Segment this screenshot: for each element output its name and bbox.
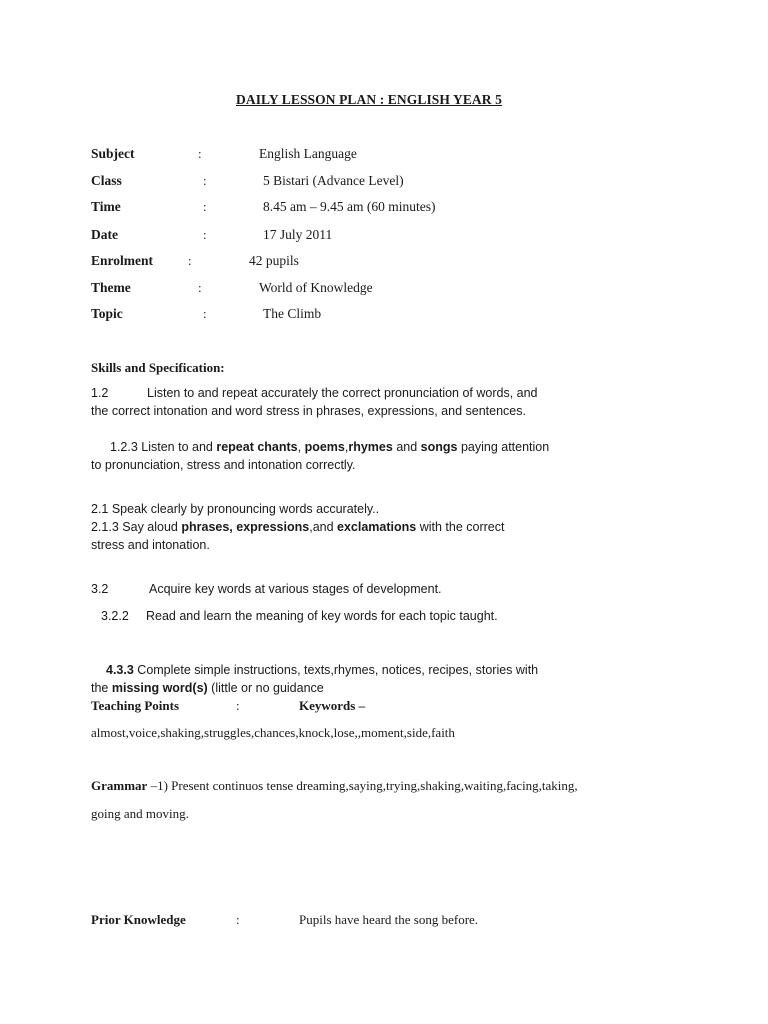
keywords-label: Keywords – (299, 698, 366, 713)
skill-2-1-3: 2.1.3 Say aloud phrases, expressions,and exclamations with the correct (91, 520, 505, 534)
colon: : (236, 698, 240, 713)
time-value: 8.45 am – 9.45 am (60 minutes) (263, 199, 436, 214)
topic-value: The Climb (263, 306, 322, 321)
page-title: DAILY LESSON PLAN : ENGLISH YEAR 5 (236, 92, 502, 107)
skill-4-3-3: 4.3.3 Complete simple instructions, texts,rhymes, notices, recipes, stories with (106, 663, 539, 677)
colon: : (203, 306, 207, 321)
grammar-line: Grammar –1) Present continuos tense dreaming,saying,trying,shaking,waiting,facing,taking, (91, 778, 578, 793)
class-value: 5 Bistari (Advance Level) (263, 173, 404, 188)
skill-1-2-3-cont: to pronunciation, stress and intonation correctly. (91, 458, 356, 472)
teaching-points-label: Teaching Points (91, 698, 180, 713)
skill-1-2-text: Listen to and repeat accurately the correct pronunciation of words, and (147, 386, 538, 400)
skill-1-2-text-cont: the correct intonation and word stress in phrases, expressions, and sentences. (91, 404, 526, 418)
class-label: Class (91, 173, 122, 188)
prior-knowledge-label: Prior Knowledge (91, 912, 186, 927)
grammar-label: Grammar (91, 778, 148, 793)
skill-2-1-3-cont: stress and intonation. (91, 538, 210, 552)
colon: : (203, 173, 207, 188)
colon: : (203, 199, 207, 214)
subject-label: Subject (91, 146, 135, 161)
time-label: Time (91, 199, 121, 214)
topic-label: Topic (91, 306, 123, 321)
subject-value: English Language (259, 146, 357, 161)
grammar-line-cont: going and moving. (91, 806, 189, 821)
skill-4-3-3-cont: the missing word(s) (little or no guidance (91, 681, 324, 695)
skill-1-2-3: 1.2.3 Listen to and repeat chants, poems,rhymes and songs paying attention (110, 440, 550, 454)
skill-3-2-2-number: 3.2.2 (101, 609, 129, 623)
skill-3-2-2-text: Read and learn the meaning of key words for each topic taught. (146, 609, 498, 623)
skills-heading: Skills and Specification: (91, 360, 225, 375)
skill-3-2-text: Acquire key words at various stages of development. (149, 582, 442, 596)
colon: : (198, 280, 202, 295)
theme-value: World of Knowledge (259, 280, 373, 295)
date-value: 17 July 2011 (263, 227, 333, 242)
colon: : (236, 912, 240, 927)
enrolment-value: 42 pupils (249, 253, 299, 268)
skill-3-2-number: 3.2 (91, 582, 109, 596)
colon: : (198, 146, 202, 161)
prior-knowledge-value: Pupils have heard the song before. (299, 912, 479, 927)
date-label: Date (91, 227, 118, 242)
colon: : (188, 253, 192, 268)
theme-label: Theme (91, 280, 131, 295)
enrolment-label: Enrolment (91, 253, 154, 268)
skill-1-2-number: 1.2 (91, 386, 109, 400)
keywords-list: almost,voice,shaking,struggles,chances,knock,lose,,moment,side,faith (91, 725, 455, 740)
colon: : (203, 227, 207, 242)
skill-2-1: 2.1 Speak clearly by pronouncing words accurately.. (91, 502, 380, 516)
